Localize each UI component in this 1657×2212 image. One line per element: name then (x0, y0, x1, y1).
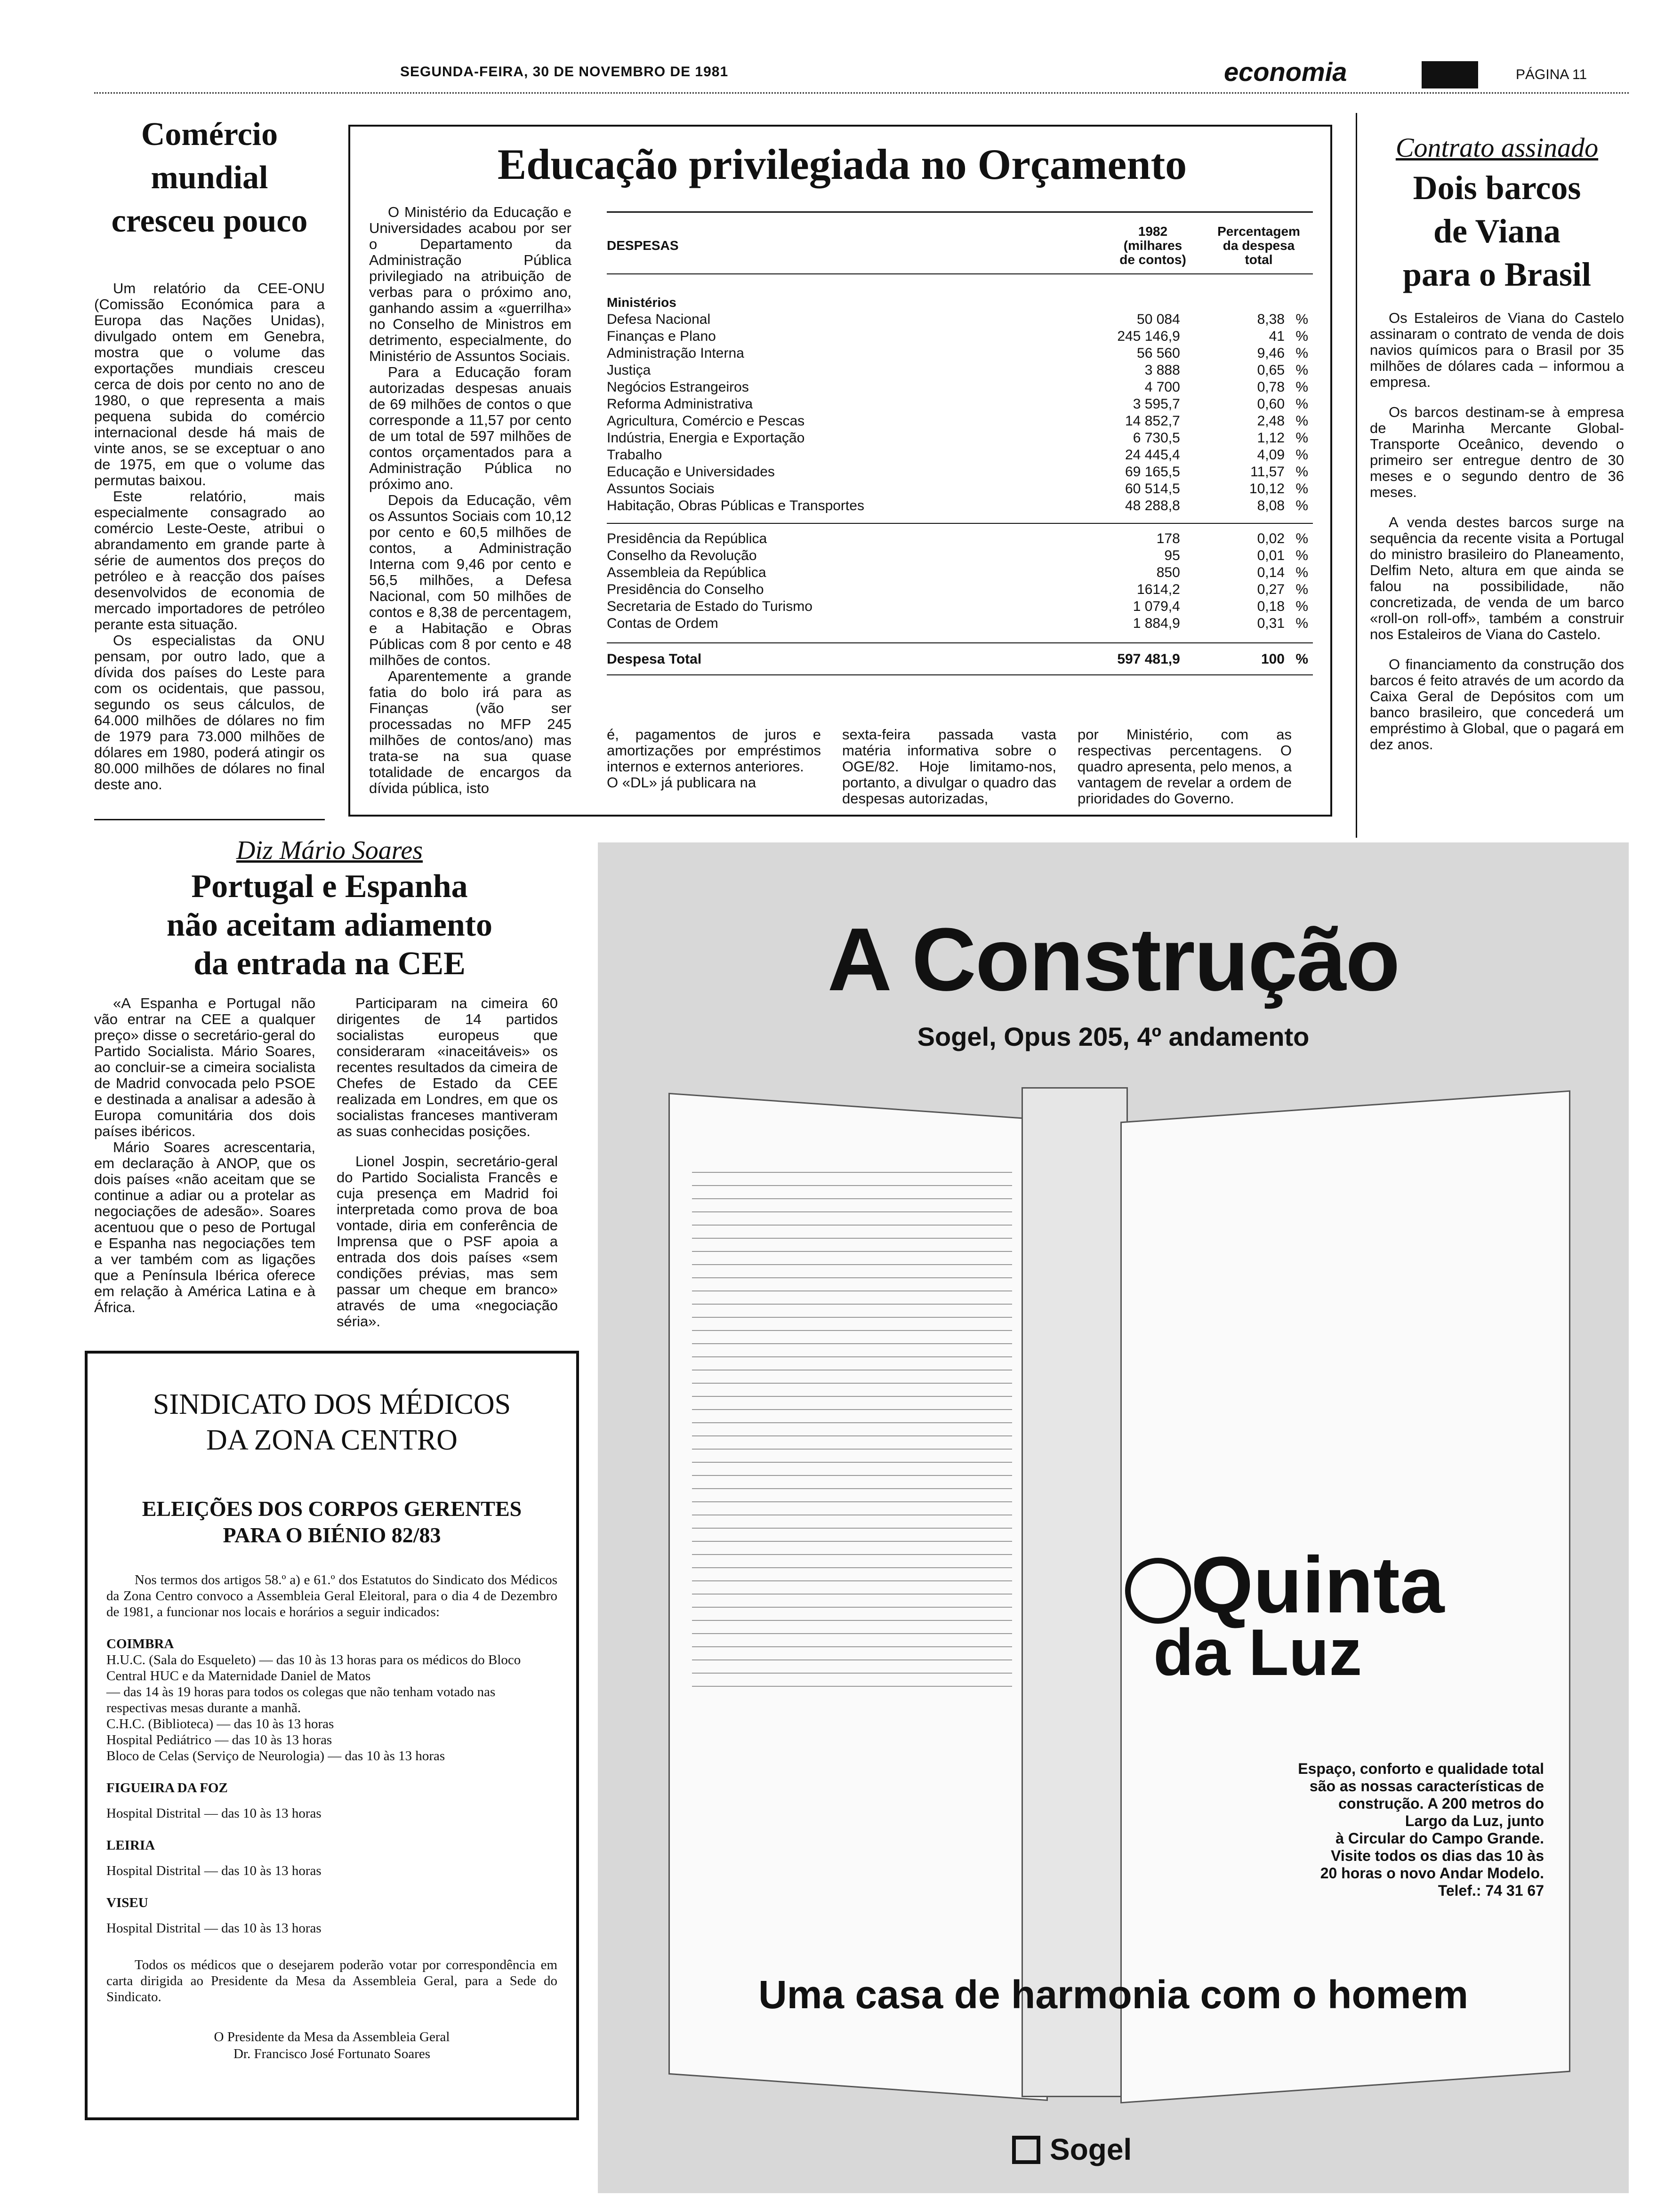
paragraph: Os Estaleiros de Viana do Castelo assinaram o contrato de venda de dois navios químicos para o Brasil por 35 milhões de dólares cada – informou a empresa. (1370, 310, 1624, 390)
sogel-logo-text: Sogel (1050, 2132, 1132, 2166)
subtitle-line: PARA O BIÉNIO 82/83 (223, 1523, 441, 1547)
table-row (607, 362, 1313, 379)
education-bottom-col4: por Ministério, com as respectivas percentagens. O quadro apresenta, pelo menos, a vantagem de revelar a ordem de prioridades do Governo. (1078, 726, 1292, 807)
header-1982: 1982 (milhares de contos) (1119, 224, 1186, 267)
right-column-rule (1356, 113, 1357, 838)
row-name: Presidência do Conselho (607, 582, 764, 597)
row-name: Assembleia da República (607, 565, 766, 580)
row-name: Indústria, Energia e Exportação (607, 430, 805, 446)
table-row (607, 430, 1313, 447)
notice-section (106, 1780, 557, 1821)
education-bottom-col2: é, pagamentos de juros e amortizações por empréstimos internos e externos anteriores. O «DL» já publicara na (607, 726, 821, 791)
notice-sections (106, 1636, 557, 1936)
masthead-section: economia (1224, 57, 1347, 87)
row-name: Reforma Administrativa (607, 396, 753, 412)
left-body (94, 281, 325, 793)
sogel-logo (1012, 2132, 1200, 2170)
ad-headline: A Construção (827, 910, 1400, 1010)
pct-sign: % (1295, 329, 1308, 344)
table-top-rule (607, 211, 1313, 213)
pct-value: 4,09 (1257, 447, 1285, 463)
row-name: Educação e Universidades (607, 464, 775, 480)
row-name: Secretaria de Estado do Turismo (607, 599, 812, 614)
row-value: 60 514,5 (1125, 481, 1180, 497)
row-pct (1180, 447, 1313, 464)
soares-col1 (94, 995, 315, 1315)
table-row (607, 615, 1313, 632)
signature-line: O Presidente da Mesa da Assembleia Geral (214, 2029, 450, 2044)
headline-line: cresceu pouco (111, 203, 308, 239)
paragraph: O financiamento da construção dos barcos é feito através de um acordo da Caixa Geral de Depósitos com um banco brasileiro, que concederá um empréstimo à Global, que o pagará em dez anos. (1370, 656, 1624, 753)
row-value: 56 560 (1137, 345, 1180, 361)
row-pct (1180, 379, 1313, 396)
table-row (607, 581, 1313, 598)
education-bottom-col3: sexta-feira passada vasta matéria informativa sobre o OGE/82. Hoje limitamo-nos, portanto, a divulgar o quadro das despesas autorizadas, (842, 726, 1056, 807)
row-name: Trabalho (607, 447, 662, 463)
pct-sign: % (1295, 651, 1308, 667)
table-row (607, 413, 1313, 430)
table-row (607, 598, 1313, 615)
section-line: Hospital Distrital — das 10 às 13 horas (106, 1806, 322, 1821)
section-line: H.U.C. (Sala do Esqueleto) — das 10 às 13 horas para os médicos do Bloco Central HUC e da Maternidade Daniel de Matos (106, 1652, 521, 1683)
pct-sign: % (1295, 599, 1308, 614)
right-body (1370, 310, 1624, 753)
pct-value: 0,78 (1257, 379, 1285, 395)
table-row (607, 497, 1313, 514)
headline-line: Comércio (141, 116, 278, 152)
paragraph: Os barcos destinam-se à empresa de Marinha Mercante Global-Transporte Oceânico, devendo o primeiro ser entregue dentro de 30 meses e o segundo dentro de 36 meses. (1370, 404, 1624, 500)
section-place: FIGUEIRA DA FOZ (106, 1780, 228, 1795)
pct-sign: % (1295, 582, 1308, 597)
pct-value: 0,27 (1257, 582, 1285, 597)
paragraph: O Ministério da Educação e Universidades acabou por ser o Departamento da Administração Pública privilegiado na atribuição de verbas para o próximo ano, ganhando assim a «guerrilha» no Conselho de Ministros em detrimento, especialmente, do Ministério de Assuntos Sociais. (369, 204, 571, 364)
paragraph: «A Espanha e Portugal não vão entrar na CEE a qualquer preço» disse o secretário-geral do Partido Socialista. Mário Soares, ao concluir-se a cimeira socialista de Madrid convocada pelo PSOE e destinada a analisar a adesão à Europa comunitária dos dois países ibéricos. (94, 995, 315, 1139)
row-value: 3 888 (1144, 362, 1180, 378)
table-row (607, 311, 1313, 328)
notice-section (106, 1895, 557, 1936)
ad-copy-line: Telef.: 74 31 67 (1438, 1882, 1544, 1899)
soares-col2 (337, 995, 558, 1330)
section-line: Hospital Distrital — das 10 às 13 horas (106, 1863, 322, 1878)
table-row (607, 396, 1313, 413)
right-kicker: Contrato assinado (1395, 132, 1599, 163)
row-value: 1 079,4 (1133, 599, 1180, 614)
headline-line: de Viana (1433, 212, 1561, 250)
education-headline: Educação privilegiada no Orçamento (497, 140, 1187, 188)
title-line: DA ZONA CENTRO (206, 1424, 458, 1456)
book-spine (1022, 1087, 1128, 2097)
notice-section (106, 1636, 557, 1764)
table-header-row (607, 220, 1313, 272)
row-value: 14 852,7 (1125, 413, 1180, 429)
headline-line: Portugal e Espanha (191, 868, 468, 905)
pct-sign: % (1295, 396, 1308, 412)
row-value: 178 (1156, 531, 1180, 546)
pct-value: 100 (1261, 651, 1285, 667)
notice-intro: Nos termos dos artigos 58.º a) e 61.º dos Estatutos do Sindicato dos Médicos da Zona Centro convoco a Assembleia Geral Eleitoral, para o dia 4 de Dezembro de 1981, a funcionar nos locais e horários a seguir indicados: (106, 1572, 557, 1619)
pct-value: 8,08 (1257, 498, 1285, 513)
brand-line1: Quinta (1191, 1540, 1445, 1630)
notice-subtitle (106, 1496, 557, 1548)
pct-value: 0,31 (1257, 616, 1285, 631)
headline-line: mundial (151, 160, 268, 196)
quinta-da-luz-logo (1125, 1540, 1549, 1689)
row-name: Presidência da República (607, 531, 767, 546)
section-tab-block (1422, 61, 1478, 88)
table-row (607, 464, 1313, 481)
table-row (607, 447, 1313, 464)
section-line: Hospital Pediátrico — das 10 às 13 horas (106, 1732, 332, 1747)
row-name: Contas de Ordem (607, 616, 718, 631)
row-value: 95 (1164, 548, 1180, 563)
pct-value: 0,18 (1257, 599, 1285, 614)
row-pct (1180, 651, 1313, 668)
row-value: 1614,2 (1137, 582, 1180, 597)
pct-sign: % (1295, 362, 1308, 378)
masthead (94, 57, 1629, 104)
row-name: Despesa Total (607, 651, 702, 667)
ad-copy-line: construção. A 200 metros do (1338, 1795, 1544, 1812)
row-pct (1180, 497, 1313, 514)
table-row (607, 345, 1313, 362)
paragraph: Depois da Educação, vêm os Assuntos Sociais com 10,12 por cento e 60,5 milhões de contos, a Administração Interna com 9,46 por cento e 56,5 milhões, a Defesa Nacional, com 50 milhões de contos e 8,38 de percentagem, e a Habitação e Obras Públicas com 8 por cento e 48 milhões de contos. (369, 492, 571, 668)
paragraph: Participaram na cimeira 60 dirigentes de 14 partidos socialistas europeus que consideraram «inaceitáveis» os recentes resultados da cimeira de Chefes de Estado da CEE realizada em Londres, em que os socialistas franceses mantiveram as suas conhecidas posições. (337, 995, 558, 1139)
row-name: Justiça (607, 362, 651, 378)
pct-sign: % (1295, 498, 1308, 513)
brand-line2: da Luz (1153, 1615, 1362, 1689)
table-bottom-rule (607, 674, 1313, 675)
row-value: 3 595,7 (1133, 396, 1180, 412)
left-article (94, 113, 325, 793)
ad-copy (1130, 1760, 1544, 1899)
notice-title (106, 1387, 557, 1458)
notice-signature (106, 2028, 557, 2062)
group-label: Ministérios (607, 295, 676, 310)
row-value: 245 146,9 (1117, 329, 1180, 344)
row-name: Agricultura, Comércio e Pescas (607, 413, 805, 429)
table-row (607, 530, 1313, 547)
pct-sign: % (1295, 345, 1308, 361)
left-headline (94, 113, 325, 243)
pct-sign: % (1295, 430, 1308, 446)
row-name: Administração Interna (607, 345, 744, 361)
notice-section (106, 1837, 557, 1879)
row-name: Conselho da Revolução (607, 548, 757, 563)
section-place: VISEU (106, 1895, 148, 1910)
row-pct (1180, 615, 1313, 632)
row-name: Assuntos Sociais (607, 481, 715, 497)
signature-line: Dr. Francisco José Fortunato Soares (233, 2046, 431, 2061)
pct-value: 10,12 (1249, 481, 1285, 497)
title-line: SINDICATO DOS MÉDICOS (153, 1388, 511, 1420)
ad-copy-line: à Circular do Campo Grande. (1335, 1830, 1544, 1847)
row-pct (1180, 328, 1313, 345)
row-pct (1180, 311, 1313, 328)
row-pct (1180, 413, 1313, 430)
table-row (607, 379, 1313, 396)
pct-value: 11,57 (1250, 464, 1285, 480)
section-line: Hospital Distrital — das 10 às 13 horas (106, 1921, 322, 1936)
pct-value: 0,14 (1257, 565, 1285, 580)
row-pct (1180, 581, 1313, 598)
pct-value: 0,65 (1257, 362, 1285, 378)
budget-table (607, 211, 1313, 675)
row-value: 24 445,4 (1125, 447, 1180, 463)
paragraph: Um relatório da CEE-ONU (Comissão Económica para a Europa das Nações Unidas), divulgado ontem em Genebra, mostra que o volume das exportações mundiais cresceu cerca de dois por cento no ano de 1980, o que representa a mais pequena subida do comércio internacional desde há mais de vinte anos, se se exceptuar o ano de 1975, em que o volume das permutas baixou. (94, 280, 325, 489)
table-mid-rule (607, 523, 1313, 524)
headline-line: Dois barcos (1413, 169, 1581, 207)
row-pct (1180, 345, 1313, 362)
left-article-bottom-rule (94, 819, 325, 820)
row-pct (1180, 481, 1313, 497)
pct-value: 2,48 (1257, 413, 1285, 429)
headline-line: da entrada na CEE (193, 946, 466, 982)
pct-value: 41 (1269, 329, 1285, 344)
paragraph: Este relatório, mais especialmente consagrado ao comércio Leste-Oeste, atribui o abrandamento em grande parte à série de aumentos dos preços do petróleo e à reacção dos países desenvolvidos de economia de mercado importadores de petróleo perante esta situação. (94, 488, 325, 633)
section-line: Bloco de Celas (Serviço de Neurologia) — das 10 às 13 horas (106, 1748, 445, 1763)
table-row (607, 481, 1313, 497)
headline-line: não aceitam adiamento (166, 907, 493, 943)
ad-slogan: Uma casa de harmonia com o homem (758, 1972, 1468, 2017)
subtitle-line: ELEIÇÕES DOS CORPOS GERENTES (142, 1497, 522, 1521)
soares-headline (94, 867, 565, 983)
logo-emblem (1125, 1558, 1191, 1624)
paragraph: Os especialistas da ONU pensam, por outro lado, que a dívida dos países do Leste para com os ocidentais, que passou, segundo os seus cálculos, de 64.000 milhões de dólares no fim de 1979 para 73.000 milhões de dólares em 1980, poderá atingir os 80.000 milhões de dólares no final deste ano. (94, 632, 325, 793)
pct-value: 1,12 (1257, 430, 1285, 446)
ad-copy-line: Visite todos os dias das 10 às (1331, 1847, 1544, 1864)
row-value: 4 700 (1144, 379, 1180, 395)
music-staff-left (692, 1172, 1012, 1699)
paragraph: Mário Soares acrescentaria, em declaração à ANOP, que os dois países «não aceitam que se continue a adiar ou a protelar as negociações de adesão». Soares acentuou que o peso de Portugal e Espanha nas negociações tem a ver também com as ligações que a Península Ibérica oferece em relação à América Latina e à África. (94, 1139, 315, 1315)
row-value: 69 165,5 (1125, 464, 1180, 480)
table-row (607, 547, 1313, 564)
table-total-rule (607, 642, 1313, 643)
soares-kicker: Diz Mário Soares (236, 836, 423, 865)
sogel-logo-box (1012, 2136, 1040, 2164)
pct-value: 8,38 (1257, 312, 1285, 327)
pct-value: 0,02 (1257, 531, 1285, 546)
union-notice (85, 1351, 579, 2120)
row-value: 50 084 (1137, 312, 1180, 327)
other-rows (607, 530, 1313, 632)
row-name: Finanças e Plano (607, 329, 716, 344)
education-box (348, 125, 1332, 817)
row-name: Habitação, Obras Públicas e Transportes (607, 498, 864, 513)
header-despesas: DESPESAS (607, 238, 679, 253)
advertisement (598, 842, 1629, 2193)
row-value: 850 (1156, 565, 1180, 580)
row-pct (1180, 464, 1313, 481)
row-pct (1180, 530, 1313, 547)
row-name: Negócios Estrangeiros (607, 379, 749, 395)
ministry-rows (607, 311, 1313, 514)
paragraph: Lionel Jospin, secretário-geral do Partido Socialista Francês e cuja presença em Madrid foi interpretada como prova de boa vontade, diria em conferência de Imprensa que o PSF apoia a entrada dos dois países «sem condições prévias, mas sem passar um cheque em branco» através de uma «negociação séria». (337, 1153, 558, 1330)
row-pct (1180, 547, 1313, 564)
section-place: LEIRIA (106, 1838, 155, 1853)
row-pct (1180, 396, 1313, 413)
table-row (607, 328, 1313, 345)
section-line: — das 14 às 19 horas para todos os colegas que não tenham votado nas respectivas mesas durante a manhã. (106, 1684, 496, 1715)
row-pct (1180, 430, 1313, 447)
education-col1 (369, 204, 571, 796)
pct-value: 0,01 (1257, 548, 1285, 563)
pct-sign: % (1295, 481, 1308, 497)
pct-sign: % (1295, 548, 1308, 563)
soares-article (94, 835, 565, 1330)
row-value: 597 481,9 (1117, 651, 1180, 667)
pct-sign: % (1295, 531, 1308, 546)
section-line: C.H.C. (Biblioteca) — das 10 às 13 horas (106, 1716, 334, 1731)
ad-copy-line: 20 horas o novo Andar Modelo. (1320, 1865, 1544, 1882)
masthead-page: PÁGINA 11 (1516, 67, 1587, 82)
row-value: 48 288,8 (1125, 498, 1180, 513)
pct-value: 9,46 (1257, 345, 1285, 361)
pct-sign: % (1295, 312, 1308, 327)
table-row-total (607, 651, 1313, 668)
ad-copy-line: Largo da Luz, junto (1405, 1812, 1544, 1829)
pct-value: 0,60 (1257, 396, 1285, 412)
headline-line: para o Brasil (1402, 256, 1591, 293)
ad-copy-line: são as nossas características de (1309, 1778, 1544, 1795)
right-headline (1370, 166, 1624, 296)
notice-closing: Todos os médicos que o desejarem poderão votar por correspondência em carta dirigida ao Presidente da Mesa da Assembleia Geral, para a Sede do Sindicato. (106, 1957, 557, 2004)
pct-sign: % (1295, 616, 1308, 631)
pct-sign: % (1295, 413, 1308, 429)
row-pct (1180, 362, 1313, 379)
masthead-date: SEGUNDA-FEIRA, 30 DE NOVEMBRO DE 1981 (400, 64, 729, 80)
paragraph: Para a Educação foram autorizadas despesas anuais de 69 milhões de contos o que corresponde a 11,57 por cento de um total de 597 milhões de contos orçamentados para a Administração Pública no próximo ano. (369, 364, 571, 492)
pct-sign: % (1295, 464, 1308, 480)
right-article (1370, 132, 1624, 753)
table-header-rule (607, 273, 1313, 274)
paragraph: Aparentemente a grande fatia do bolo irá para as Finanças (vão ser processadas no MFP 245 milhões de contos/ano) mas trata-se na sua quase totalidade de encargos da dívida pública, isto (369, 668, 571, 796)
pct-sign: % (1295, 447, 1308, 463)
ad-copy-line: Espaço, conforto e qualidade total (1298, 1760, 1544, 1777)
pct-sign: % (1295, 379, 1308, 395)
row-name: Defesa Nacional (607, 312, 711, 327)
header-percentagem: Percentagem da despesa total (1217, 224, 1300, 267)
masthead-rule (94, 92, 1629, 94)
paragraph: A venda destes barcos surge na sequência da recente visita a Portugal do ministro brasileiro do Planeamento, Delfim Neto, altura em que ainda se falou na possibilidade, não concretizada, de venda de um barco «roll-on roll-off», também a construir nos Estaleiros de Viana do Castelo. (1370, 514, 1624, 642)
row-pct (1180, 564, 1313, 581)
row-pct (1180, 598, 1313, 615)
row-value: 1 884,9 (1133, 616, 1180, 631)
pct-sign: % (1295, 565, 1308, 580)
table-row (607, 564, 1313, 581)
ad-subline: Sogel, Opus 205, 4º andamento (917, 1022, 1310, 1051)
row-value: 6 730,5 (1133, 430, 1180, 446)
section-place: COIMBRA (106, 1636, 174, 1651)
